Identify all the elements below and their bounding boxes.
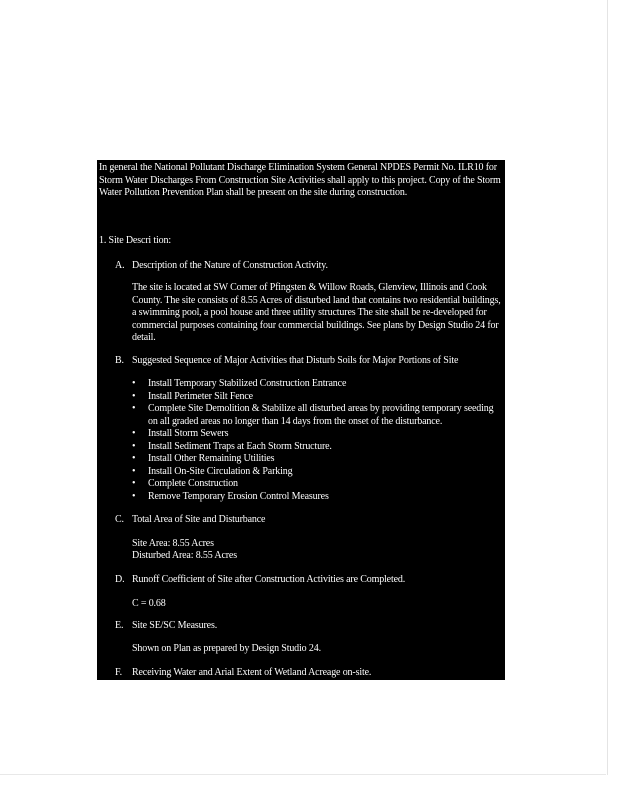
runoff-coefficient-value: C = 0.68 bbox=[132, 598, 166, 609]
bullet-icon: • bbox=[132, 453, 136, 464]
page-bottom-line bbox=[0, 774, 606, 775]
subsection-d-letter: D. bbox=[115, 574, 125, 585]
bullet-icon: • bbox=[132, 465, 136, 477]
bullet-icon: • bbox=[132, 403, 136, 414]
site-area-value: Site Area: 8.55 Acres bbox=[132, 538, 214, 549]
subsection-a-title: Description of the Nature of Construction Activity. bbox=[132, 260, 328, 271]
list-item bbox=[132, 428, 504, 441]
list-item-text: Install Other Remaining Utilities bbox=[148, 453, 275, 464]
list-item-text: Complete Construction bbox=[148, 478, 238, 489]
bullet-icon: • bbox=[132, 378, 136, 389]
bullet-icon: • bbox=[132, 490, 136, 502]
section-heading-site-description: 1. Site Descri tion: bbox=[99, 235, 171, 246]
subsection-e-letter: E. bbox=[115, 620, 124, 631]
intro-paragraph: In general the National Pollutant Discharge Elimination System General NPDES Permit No. ILR10 for Storm Water Discharges From Construction Site Activities shall apply to this project. Copy of the Storm Water Pollution Prevention Plan shall be present on the site during construction. bbox=[99, 162, 501, 198]
subsection-a-heading bbox=[115, 260, 328, 273]
list-item bbox=[132, 465, 504, 479]
list-item-text: Install Sediment Traps at Each Storm Structure. bbox=[148, 440, 332, 452]
subsection-b-title: Suggested Sequence of Major Activities that Disturb Soils for Major Portions of Site bbox=[132, 355, 459, 366]
list-item bbox=[132, 440, 504, 454]
page-edge-line bbox=[607, 0, 608, 775]
list-item-text: Remove Temporary Erosion Control Measures bbox=[148, 490, 329, 502]
bullet-icon: • bbox=[132, 440, 136, 452]
subsection-a-letter: A. bbox=[115, 260, 125, 271]
bullet-icon: • bbox=[132, 478, 136, 489]
list-item bbox=[132, 453, 504, 466]
list-item-text: Install Storm Sewers bbox=[148, 428, 229, 439]
bullet-icon: • bbox=[132, 428, 136, 439]
subsection-f-title: Receiving Water and Arial Extent of Wetland Acreage on-site. bbox=[132, 667, 372, 678]
list-item-text: Install On-Site Circulation & Parking bbox=[148, 465, 293, 477]
activity-sequence-list bbox=[132, 378, 504, 503]
list-item bbox=[132, 478, 504, 491]
subsection-e-body: Shown on Plan as prepared by Design Studio 24. bbox=[132, 643, 321, 654]
subsection-b-heading bbox=[115, 355, 458, 368]
subsection-e-title: Site SE/SC Measures. bbox=[132, 620, 218, 631]
subsection-c-title: Total Area of Site and Disturbance bbox=[132, 514, 266, 525]
subsection-e-heading bbox=[115, 620, 217, 633]
list-item bbox=[132, 378, 504, 391]
list-item bbox=[132, 390, 504, 404]
list-item-text: Install Temporary Stabilized Construction Entrance bbox=[148, 378, 347, 389]
subsection-c-heading bbox=[115, 514, 265, 527]
list-item-text: Complete Site Demolition & Stabilize all disturbed areas by providing temporary seeding on all graded areas no longer than 14 days from the onset of the disturbance. bbox=[148, 403, 494, 427]
disturbed-area-value: Disturbed Area: 8.55 Acres bbox=[132, 550, 237, 561]
subsection-d-title: Runoff Coefficient of Site after Construction Activities are Completed. bbox=[132, 574, 406, 585]
subsection-c-letter: C. bbox=[115, 514, 124, 525]
subsection-d-heading bbox=[115, 574, 405, 587]
list-item bbox=[132, 490, 504, 504]
subsection-a-body: The site is located at SW Corner of Pfingsten & Willow Roads, Glenview, Illinois and Cook County. The site consists of 8.55 Acres of disturbed land that contains two residential buildings, a swimming pool, a pool house and three utility structures The site shall be re-developed for commercial purposes containing four commercial buildings. See plans by Design Studio 24 for detail. bbox=[132, 282, 501, 343]
subsection-f-heading bbox=[115, 667, 371, 680]
subsection-f-letter: F. bbox=[115, 667, 122, 678]
list-item bbox=[132, 403, 504, 428]
inverted-document-block bbox=[97, 160, 505, 680]
list-item-text: Install Perimeter Silt Fence bbox=[148, 390, 253, 402]
bullet-icon: • bbox=[132, 390, 136, 402]
subsection-b-letter: B. bbox=[115, 355, 124, 366]
